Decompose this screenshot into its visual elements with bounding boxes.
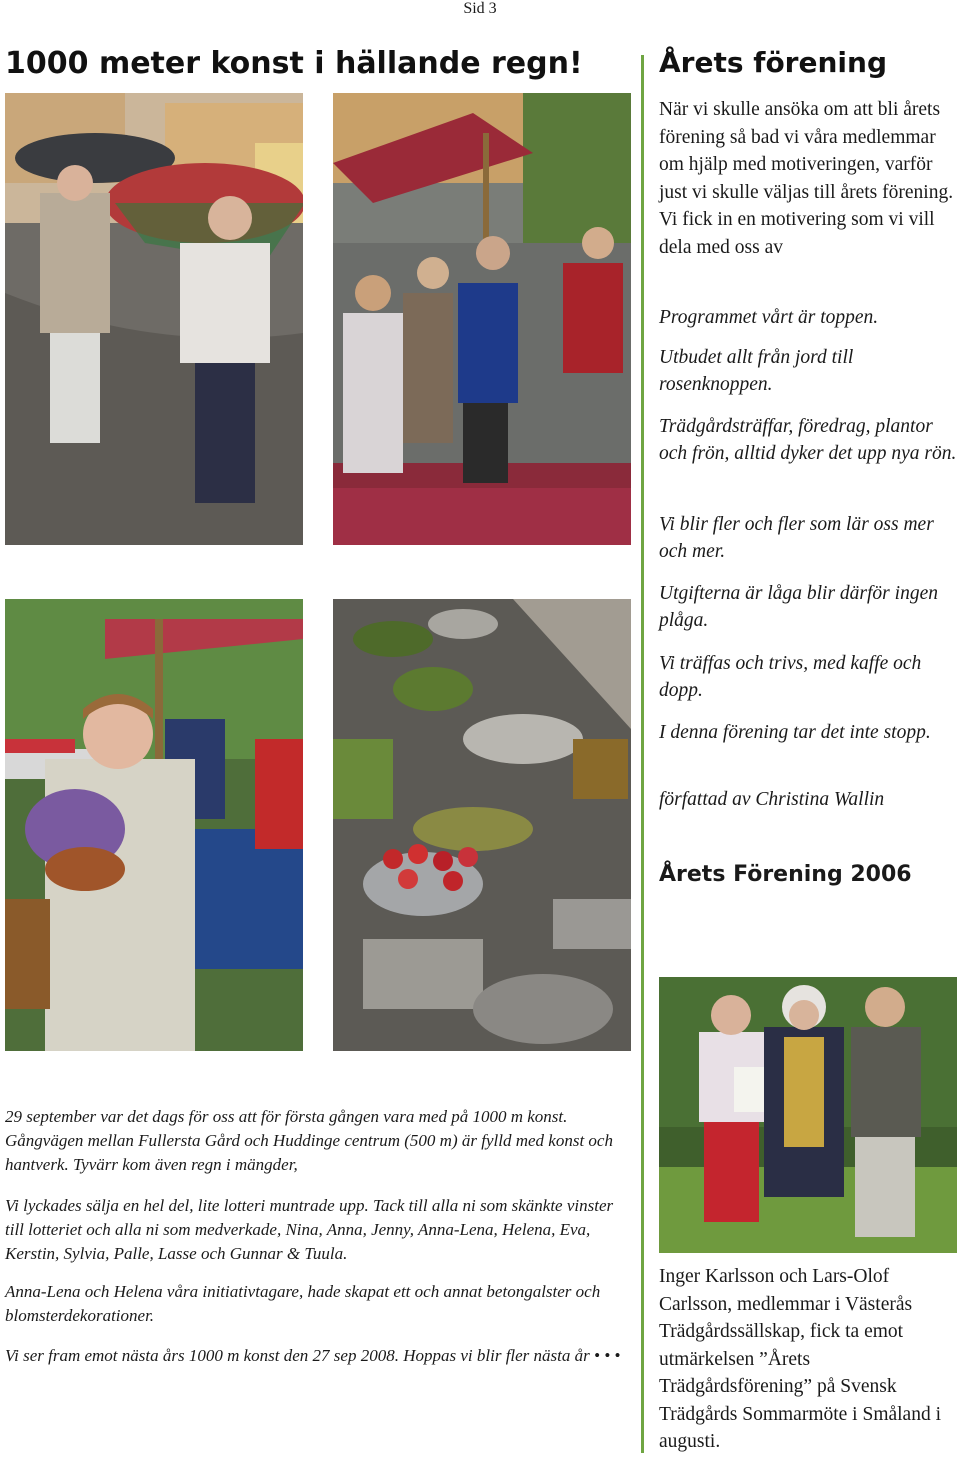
- page-number: Sid 3: [463, 0, 497, 17]
- photo-woman-flowers: [5, 599, 303, 1051]
- photo-award-recipients: [659, 977, 957, 1253]
- intro-text: När vi skulle ansöka om att bli årets förening så bad vi våra medlemmar om hjälp med motiveringen, varför just vi skulle väljas till årets förening. Vi fick in en motivering som vi vill dela med oss av: [659, 99, 954, 258]
- photo-rain-umbrellas: [5, 93, 303, 545]
- poem-author: författad av Christina Wallin: [659, 789, 885, 810]
- article-paragraph: 29 september var det dags för oss att för första gången vara med på 1000 m konst. Gångvägen mellan Fullersta Gård och Huddinge centrum (500 m) är fylld med konst och hantverk. Tyvärr kom även regn i mängder,: [5, 1107, 613, 1174]
- award-caption: Inger Karlsson och Lars-Olof Carlsson, medlemmar i Västerås Trädgårdssällskap, fick ta emot utmärkelsen ”Årets Trädgårdsförening” på Svensk Trädgårds Sommarmöte i Småland i augusti.: [659, 1266, 942, 1452]
- poem-line: Vi träffas och trivs, med kaffe och dopp.: [659, 653, 922, 701]
- poem-line: Programmet vårt är toppen.: [659, 307, 879, 328]
- poem-line: I denna förening tar det inte stopp.: [659, 722, 931, 743]
- photo-market-crowd: [333, 93, 631, 545]
- award-heading: Årets Förening 2006: [659, 862, 912, 887]
- poem-line: Utgifterna är låga blir därför ingen plåga.: [659, 583, 938, 631]
- poem-line: Utbudet allt från jord till rosenknoppen.: [659, 347, 854, 395]
- column-divider: [641, 55, 644, 1453]
- poem-line: Trädgårdsträffar, föredrag, plantor och frön, alltid dyker det upp nya rön.: [659, 416, 957, 464]
- photo-apples-art: [333, 599, 631, 1051]
- article-heading: 1000 meter konst i hällande regn!: [5, 46, 583, 81]
- sidebar-heading: Årets förening: [659, 46, 887, 79]
- article-paragraph: Vi lyckades sälja en hel del, lite lotteri muntrade upp. Tack till alla ni som skänkte vinster till lotteriet och alla ni som medverkade, Nina, Anna, Jenny, Anna-Lena, Helena, Eva, Kerstin, Sylvia, Palle, Lasse och Gunnar & Tuula.: [5, 1196, 614, 1263]
- poem-line: Vi blir fler och fler som lär oss mer och mer.: [659, 514, 934, 562]
- article-paragraph: Vi ser fram emot nästa års 1000 m konst den 27 sep 2008. Hoppas vi blir fler nästa år • • •: [5, 1346, 621, 1365]
- article-paragraph: Anna-Lena och Helena våra initiativtagare, hade skapat ett och annat betongalster och blomsterdekorationer.: [5, 1282, 601, 1325]
